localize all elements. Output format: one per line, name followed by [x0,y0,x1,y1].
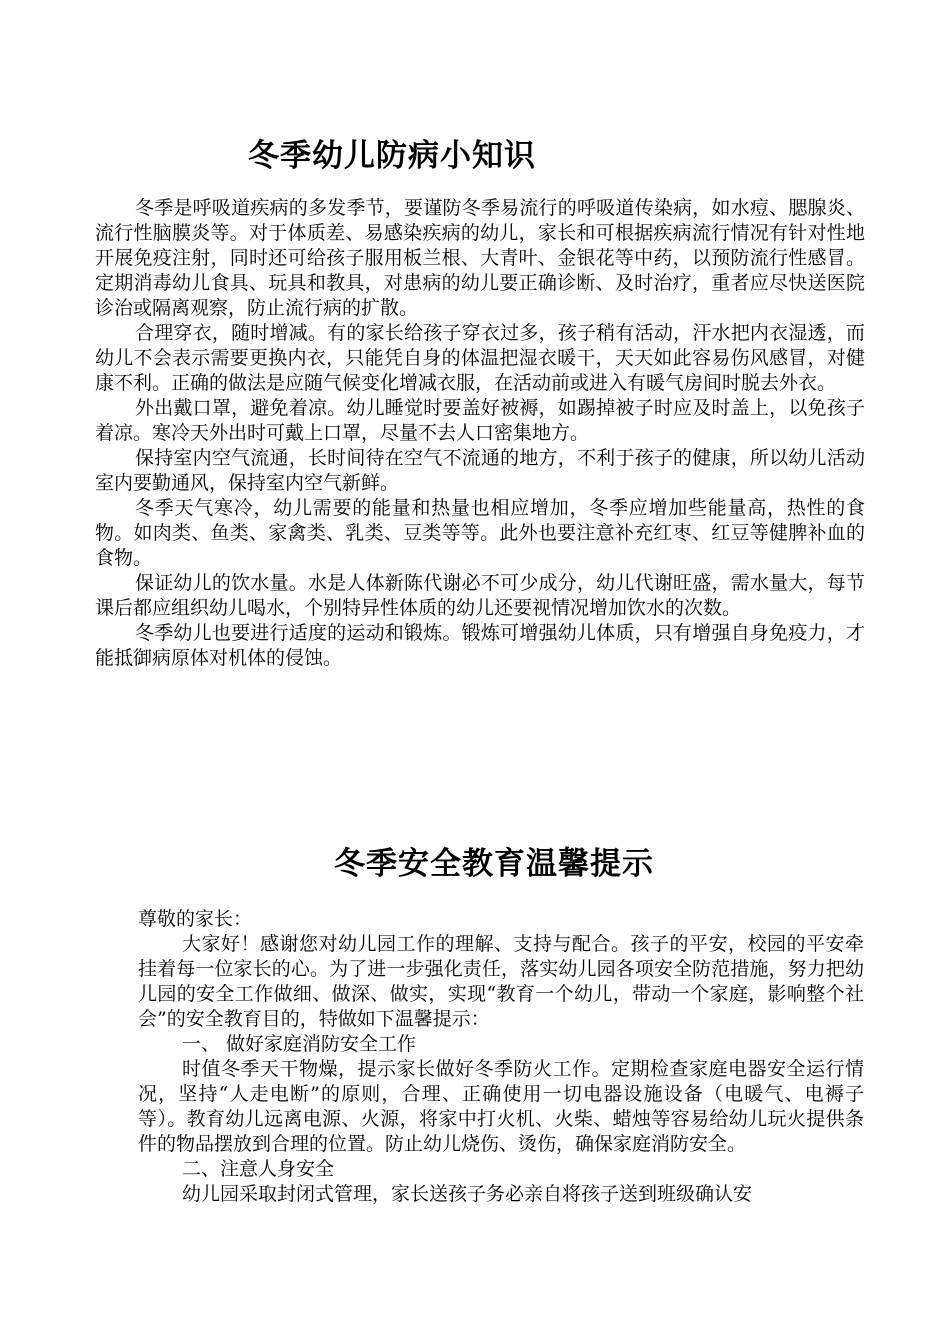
article1-paragraph: 冬季是呼吸道疾病的多发季节，要谨防冬季易流行的呼吸道传染病，如水痘、腮腺炎、流行性脑膜炎等。对于体质差、易感染疾病的幼儿，家长和可根据疾病流行情况有针对性地开展免疫注射，同时还可给孩子服用板兰根、大青叶、金银花等中药，以预防流行性感冒。定期消毒幼儿食具、玩具和教具，对患病的幼儿要正确诊断、及时治疗，重者应尽快送医院诊治或隔离观察，防止流行病的扩散。 [95,197,865,319]
article1-title: 冬季幼儿防病小知识 [248,138,536,174]
article1-paragraph: 冬季幼儿也要进行适度的运动和锻炼。锻炼可增强幼儿体质，只有增强自身免疫力，才能抵御病原体对机体的侵蚀。 [95,622,865,669]
article1-body [95,196,865,671]
article1-paragraph: 合理穿衣，随时增减。有的家长给孩子穿衣过多，孩子稍有活动，汗水把内衣湿透，而幼儿不会表示需要更换内衣，只能凭自身的体温把湿衣暖干，天天如此容易伤风感冒，对健康不利。正确的做法是应随气候变化增减衣服，在活动前或进入有暖气房间时脱去外衣。 [95,322,865,394]
article2-title: 冬季安全教育温馨提示 [334,846,654,882]
article1-paragraph: 冬季天气寒冷，幼儿需要的能量和热量也相应增加，冬季应增加些能量高，热性的食物。如肉类、鱼类、家禽类、乳类、豆类等等。此外也要注意补充红枣、红豆等健脾补血的食物。 [95,497,865,569]
article2-heading-1: 一、 做好家庭消防安全工作 [182,1033,417,1055]
article2-heading-2: 二、注意人身安全 [182,1158,335,1180]
article2-intro: 大家好！感谢您对幼儿园工作的理解、支持与配合。孩子的平安，校园的平安牵挂着每一位家长的心。为了进一步强化责任，落实幼儿园各项安全防范措施，努力把幼儿园的安全工作做细、做深、做实，实现“教育一个幼儿，带动一个家庭，影响整个社会”的安全教育目的，特做如下温馨提示： [138,933,864,1030]
article1-paragraph: 保证幼儿的饮水量。水是人体新陈代谢必不可少成分，幼儿代谢旺盛，需水量大，每节课后都应组织幼儿喝水，个别特异性体质的幼儿还要视情况增加饮水的次数。 [95,572,865,619]
article1-paragraph: 保持室内空气流通，长时间待在空气不流通的地方，不利于孩子的健康，所以幼儿活动室内要勤通风，保持室内空气新鲜。 [95,447,865,494]
article2-salutation: 尊敬的家长： [138,908,253,930]
article2-body-1: 时值冬季天干物燥，提示家长做好冬季防火工作。定期检查家庭电器安全运行情况，坚持“人走电断”的原则，合理、正确使用一切电器设施设备（电暖气、电褥子等）。教育幼儿远离电源、火源，将家中打火机、火柴、蜡烛等容易给幼儿玩火提供条件的物品摆放到合理的位置。防止幼儿烧伤、烫伤，确保家庭消防安全。 [138,1058,864,1155]
article2-body-2: 幼儿园采取封闭式管理，家长送孩子务必亲自将孩子送到班级确认安 [182,1183,753,1205]
article1-paragraph: 外出戴口罩，避免着凉。幼儿睡觉时要盖好被褥，如踢掉被子时应及时盖上，以免孩子着凉。寒冷天外出时可戴上口罩，尽量不去人口密集地方。 [95,397,865,444]
article2-body [138,907,864,1207]
